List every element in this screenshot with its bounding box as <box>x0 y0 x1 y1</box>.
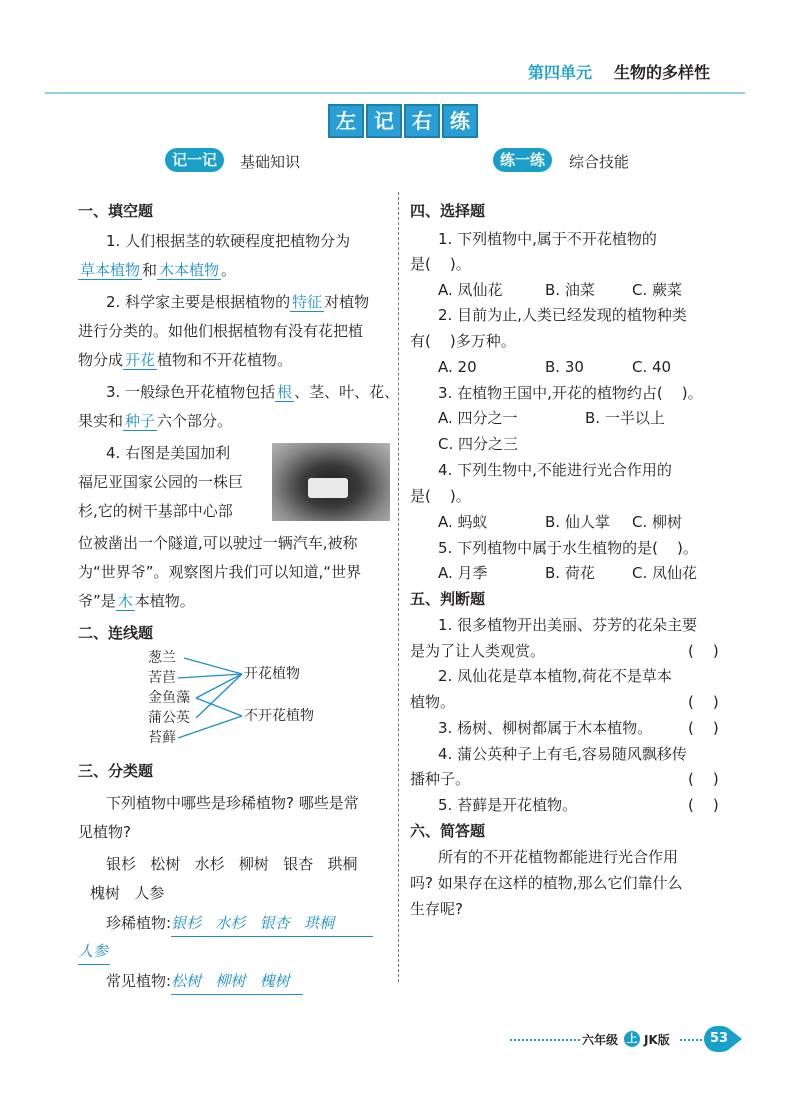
match-line <box>178 674 242 678</box>
section-heading-judge: 五、判断题 <box>410 590 486 608</box>
j1-line1: 1. 很多植物开出美丽、芬芳的花朵主要 <box>438 616 698 634</box>
q3-pre: 3. 一般绿色开花植物包括 <box>106 383 276 401</box>
c3-line1: 3. 在植物王国中,开花的植物约占( )。 <box>438 384 703 402</box>
c1-opt: B. 油菜 <box>545 281 595 299</box>
match-line <box>196 674 242 718</box>
main-title-char: 练 <box>442 104 478 138</box>
c4-opt: B. 仙人掌 <box>545 513 610 531</box>
c5-line1: 5. 下列植物中属于水生植物的是( )。 <box>438 539 698 557</box>
match-line <box>196 674 242 698</box>
sa-line3: 生存呢? <box>410 900 463 918</box>
c1-line1: 1. 下列植物中,属于不开花植物的 <box>438 230 657 248</box>
right-section-pill: 练一练 <box>493 148 552 172</box>
header-rule <box>45 92 745 94</box>
q1-answer-2: 木本植物 <box>159 261 220 279</box>
c5-opt: B. 荷花 <box>545 564 595 582</box>
q5-line1: 下列植物中哪些是珍稀植物? 哪些是常 <box>106 794 359 812</box>
main-title-char: 记 <box>366 104 402 138</box>
match-plant: 葱兰 <box>148 650 176 666</box>
common-label: 常见植物: <box>106 972 172 990</box>
c1-opt: C. 蕨菜 <box>632 281 683 299</box>
q2c-pre: 物分成 <box>78 351 124 369</box>
c2-line1: 2. 目前为止,人类已经发现的植物种类 <box>438 306 687 324</box>
c4-line1: 4. 下列生物中,不能进行光合作用的 <box>438 461 672 479</box>
q3-answer-2: 种子 <box>125 412 156 430</box>
q4-line5: 为“世界爷”。观察图片我们可以知道,“世界 <box>78 563 362 581</box>
main-title-char: 右 <box>404 104 440 138</box>
q2c-answer: 开花 <box>125 351 156 369</box>
q3-post: 、茎、叶、花、 <box>294 383 400 401</box>
c5-opt: C. 凤仙花 <box>632 564 698 582</box>
car-in-photo <box>308 478 348 498</box>
q1-line1: 1. 人们根据茎的软硬程度把植物分为 <box>106 232 351 250</box>
right-section-label: 综合技能 <box>569 153 630 171</box>
match-category: 不开花植物 <box>244 708 314 724</box>
q4-line2: 福尼亚国家公园的一株巨 <box>78 473 244 491</box>
c4-opt: A. 蚂蚁 <box>438 513 488 531</box>
j4-paren[interactable]: ( ) <box>688 770 719 788</box>
c5-opt: A. 月季 <box>438 564 488 582</box>
match-lines <box>176 650 246 746</box>
c2-opt: B. 30 <box>545 358 584 376</box>
q2-pre: 2. 科学家主要是根据植物的 <box>106 293 291 311</box>
q1-line2 <box>78 257 236 283</box>
c1-opt: A. 凤仙花 <box>438 281 503 299</box>
c4-opt: C. 柳树 <box>632 513 683 531</box>
c4-line2: 是( )。 <box>410 487 471 505</box>
rare-row-cont <box>78 938 110 965</box>
footer-dots-2 <box>680 1039 702 1041</box>
q4-line6 <box>78 588 195 614</box>
match-line <box>196 698 242 716</box>
q3b-pre: 果实和 <box>78 412 124 430</box>
rare-label: 珍稀植物: <box>106 914 172 932</box>
j1-line2: 是为了让人类观赏。 <box>410 642 546 660</box>
left-section-pill: 记一记 <box>165 148 224 172</box>
main-title-char: 左 <box>328 104 364 138</box>
q2-answer: 特征 <box>292 293 323 311</box>
q1-mid: 和 <box>142 261 158 279</box>
q2-post: 对植物 <box>324 293 370 311</box>
q5-line2: 见植物? <box>78 823 131 841</box>
match-category: 开花植物 <box>244 666 300 682</box>
unit-title: 生物的多样性 <box>614 63 711 82</box>
q3b-post: 六个部分。 <box>157 412 233 430</box>
section-heading-match: 二、连线题 <box>78 624 154 642</box>
sa-line2: 吗? 如果存在这样的植物,那么它们靠什么 <box>410 874 683 892</box>
j3-paren[interactable]: ( ) <box>688 719 719 737</box>
common-row <box>106 968 303 995</box>
section-heading-short: 六、简答题 <box>410 822 486 840</box>
unit-label: 第四单元 <box>528 63 593 82</box>
q4-pre: 爷”是 <box>78 592 116 610</box>
q4-line1: 4. 右图是美国加利 <box>106 444 231 462</box>
q3-line1 <box>106 379 399 405</box>
j1-paren[interactable]: ( ) <box>688 642 719 660</box>
q1-end: 。 <box>221 261 237 279</box>
rare-row <box>106 910 373 937</box>
q4-post: 本植物。 <box>134 592 195 610</box>
q4-line3: 杉,它的树干基部中心部 <box>78 502 233 520</box>
match-plant: 蒲公英 <box>148 710 190 726</box>
q2-line2: 进行分类的。如他们根据植物有没有花把植 <box>78 322 364 340</box>
rare-answer-2: 人参 <box>78 938 110 965</box>
j2-line2: 植物。 <box>410 693 456 711</box>
match-plant: 苔藓 <box>148 730 176 746</box>
match-plant: 苦苣 <box>148 670 176 686</box>
c1-line2: 是( )。 <box>410 255 471 273</box>
footer-term-badge: 上 <box>624 1031 640 1047</box>
c2-line2: 有( )多万种。 <box>410 332 516 350</box>
q2-line3 <box>78 347 292 373</box>
match-line <box>178 716 242 738</box>
q4-answer: 木 <box>117 592 133 610</box>
footer-grade: 六年级 <box>582 1033 619 1047</box>
q4-line4: 位被凿出一个隧道,可以驶过一辆汽车,被称 <box>78 534 358 552</box>
rare-answer: 银杉 水杉 银杏 珙桐 <box>171 910 373 937</box>
c2-opt: A. 20 <box>438 358 477 376</box>
j2-paren[interactable]: ( ) <box>688 693 719 711</box>
j4-line2: 播种子。 <box>410 770 471 788</box>
page-number: 53 <box>704 1026 734 1052</box>
q3-line2 <box>78 408 232 434</box>
match-line <box>184 658 242 674</box>
q3-answer-1: 根 <box>277 383 293 401</box>
j4-line1: 4. 蒲公英种子上有毛,容易随风飘移传 <box>438 745 687 763</box>
section-heading-classify: 三、分类题 <box>78 762 154 780</box>
section-heading-choice: 四、选择题 <box>410 202 486 220</box>
sa-line1: 所有的不开花植物都能进行光合作用 <box>438 848 679 866</box>
match-plant: 金鱼藻 <box>148 690 190 706</box>
common-answer: 松树 柳树 槐树 <box>171 968 303 995</box>
q5-plants-line1: 银杉 松树 水杉 柳树 银杏 珙桐 <box>106 855 358 873</box>
q5-plants-line2: 槐树 人参 <box>90 884 165 902</box>
c3-opt: A. 四分之一 <box>438 409 518 427</box>
j5-line1: 5. 苔藓是开花植物。 <box>438 796 578 814</box>
footer-dots <box>510 1039 580 1041</box>
j2-line1: 2. 凤仙花是草本植物,荷花不是草本 <box>438 667 672 685</box>
q2c-post: 植物和不开花植物。 <box>157 351 293 369</box>
footer-version: JK版 <box>644 1033 670 1047</box>
section-heading-fill: 一、填空题 <box>78 202 154 220</box>
left-section-label: 基础知识 <box>240 153 301 171</box>
column-divider <box>398 192 399 982</box>
q2-line1 <box>106 289 369 315</box>
c2-opt: C. 40 <box>632 358 672 376</box>
c3-opt: B. 一半以上 <box>585 409 665 427</box>
j5-paren[interactable]: ( ) <box>688 796 719 814</box>
q1-answer-1: 草本植物 <box>80 261 141 279</box>
c3-opt: C. 四分之三 <box>438 435 519 453</box>
j3-line1: 3. 杨树、柳树都属于木本植物。 <box>438 719 653 737</box>
